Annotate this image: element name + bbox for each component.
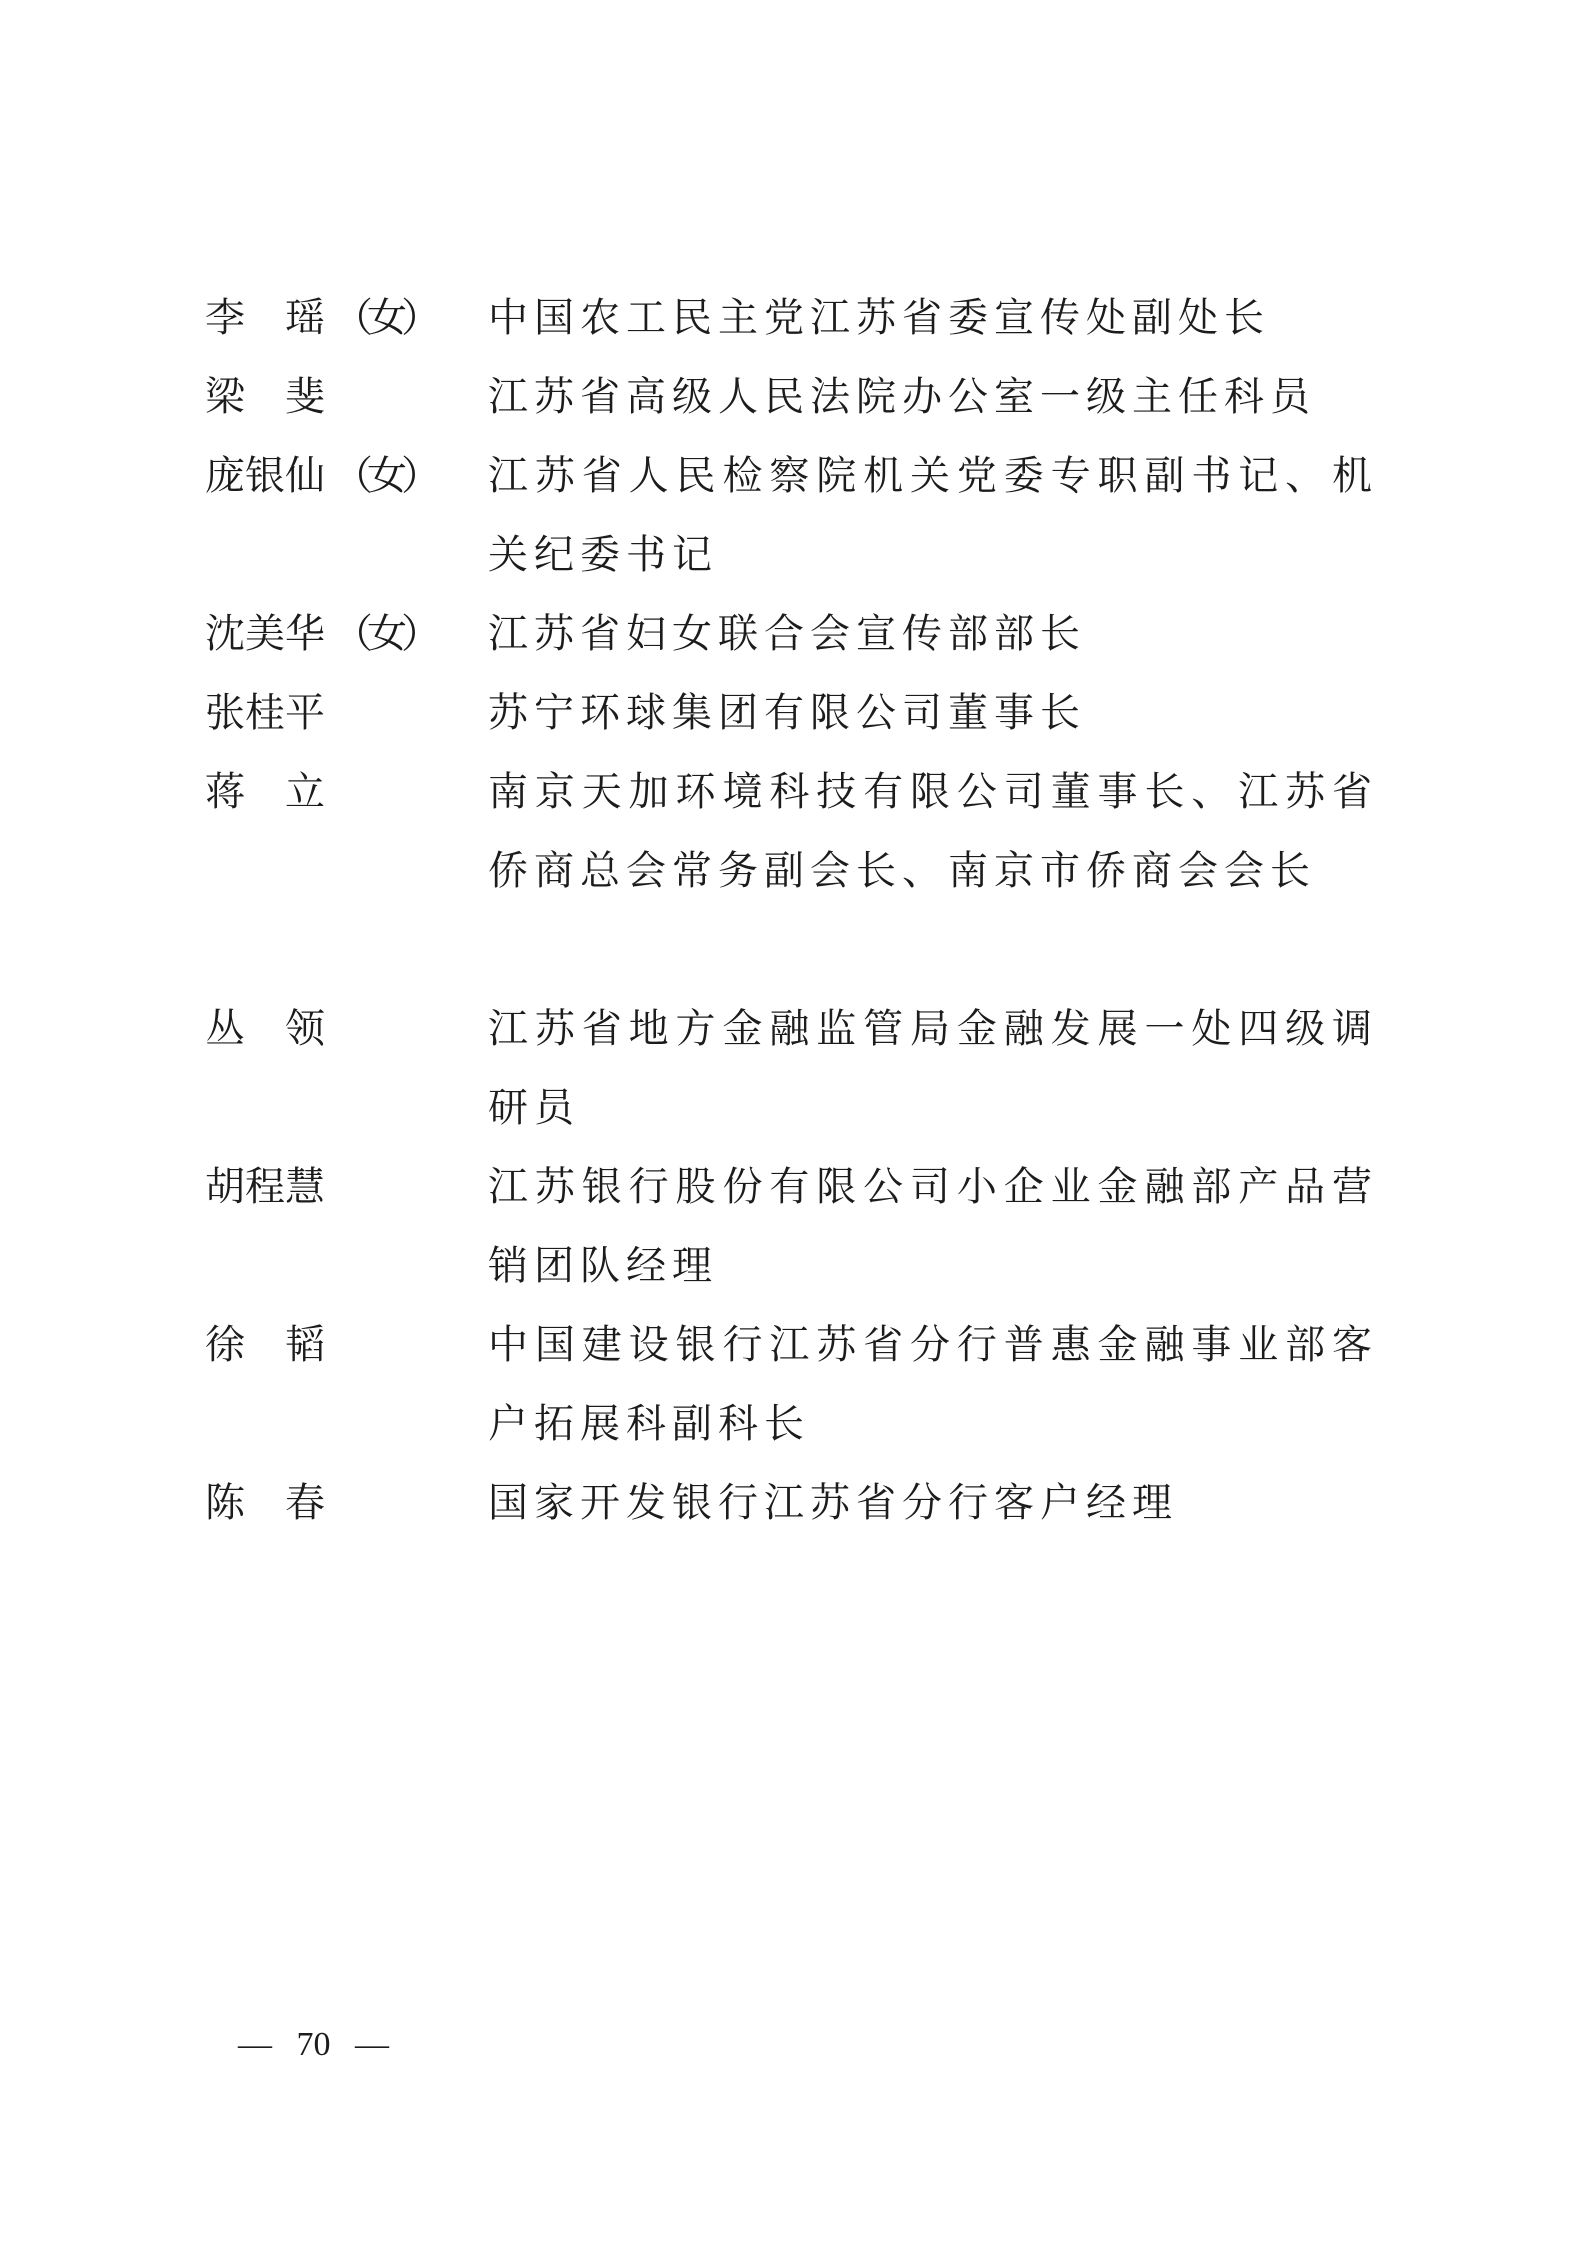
person-title: 江苏省妇女联合会宣传部部长 <box>488 611 1086 656</box>
directory-entry <box>205 594 1390 673</box>
name-list <box>205 278 1390 1542</box>
person-title: 江苏省人民检察院机关党委专职副书记、机关纪委书记 <box>488 453 1378 577</box>
person-name: 梁 斐 <box>205 374 325 419</box>
person-name: 胡程慧 <box>205 1164 325 1209</box>
person-title: 江苏银行股份有限公司小企业金融部产品营销团队经理 <box>488 1164 1378 1288</box>
name-cell <box>205 278 488 357</box>
person-name: 张桂平 <box>205 690 325 735</box>
person-name: 蒋 立 <box>205 769 325 814</box>
list-section-1 <box>205 278 1390 910</box>
person-name: 沈美华 <box>205 611 325 656</box>
directory-entry <box>205 989 1390 1147</box>
person-title: 中国农工民主党江苏省委宣传处副处长 <box>488 295 1270 340</box>
person-name: 李 瑶 <box>205 295 325 340</box>
person-name: 丛 领 <box>205 1006 325 1051</box>
name-cell <box>205 673 488 752</box>
person-title: 南京天加环境科技有限公司董事长、江苏省侨商总会常务副会长、南京市侨商会会长 <box>488 769 1378 893</box>
person-name: 陈 春 <box>205 1480 325 1525</box>
directory-entry <box>205 1147 1390 1305</box>
name-cell <box>205 357 488 436</box>
directory-entry <box>205 752 1390 910</box>
directory-entry <box>205 278 1390 357</box>
page-number: — 70 — <box>238 2026 389 2063</box>
person-title: 中国建设银行江苏省分行普惠金融事业部客户拓展科副科长 <box>488 1322 1378 1446</box>
directory-entry <box>205 436 1390 594</box>
list-section-2 <box>205 989 1390 1542</box>
directory-entry <box>205 673 1390 752</box>
name-cell <box>205 594 488 673</box>
directory-entry <box>205 1305 1390 1463</box>
gender-note: （女） <box>333 295 435 340</box>
name-cell <box>205 752 488 831</box>
person-name: 庞银仙 <box>205 453 325 498</box>
gender-note: （女） <box>333 453 435 498</box>
name-cell <box>205 1305 488 1384</box>
person-title: 国家开发银行江苏省分行客户经理 <box>488 1480 1178 1525</box>
person-title: 江苏省高级人民法院办公室一级主任科员 <box>488 374 1316 419</box>
name-cell <box>205 1463 488 1542</box>
name-cell <box>205 436 488 515</box>
directory-entry <box>205 1463 1390 1542</box>
directory-entry <box>205 357 1390 436</box>
name-cell <box>205 989 488 1068</box>
person-title: 苏宁环球集团有限公司董事长 <box>488 690 1086 735</box>
gender-note: （女） <box>333 611 435 656</box>
name-cell <box>205 1147 488 1226</box>
person-title: 江苏省地方金融监管局金融发展一处四级调研员 <box>488 1006 1378 1130</box>
person-name: 徐 韬 <box>205 1322 325 1367</box>
